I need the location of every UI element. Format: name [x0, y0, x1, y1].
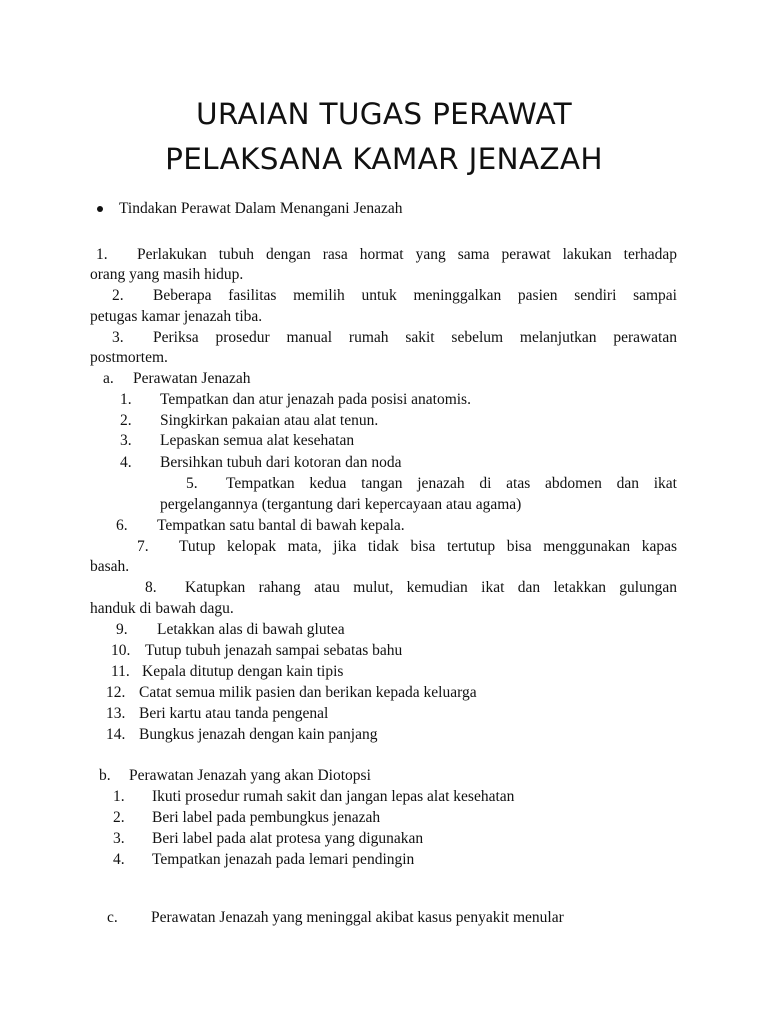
section-a-item-12-number: 12. — [106, 684, 126, 701]
intro-item-3-number: 3. — [112, 329, 124, 346]
section-a-item-8-number: 8. — [145, 579, 157, 596]
section-a-item-9-number: 9. — [116, 621, 128, 638]
intro-item-3-continuation: postmortem. — [90, 349, 168, 366]
section-a-item-6-text: Tempatkan satu bantal di bawah kepala. — [157, 517, 405, 534]
intro-item-1-text: Perlakukan tubuh dengan rasa hormat yang sama perawat lakukan terhadap — [137, 246, 677, 263]
section-b-item-2-text: Beri label pada pembungkus jenazah — [152, 809, 381, 826]
bullet-icon — [97, 206, 103, 212]
section-a-item-4-text: Bersihkan tubuh dari kotoran dan noda — [160, 454, 402, 471]
section-a-item-8-continuation: handuk di bawah dagu. — [90, 600, 234, 617]
section-a-item-3-text: Lepaskan semua alat kesehatan — [160, 432, 355, 449]
section-b-item-1-number: 1. — [113, 788, 125, 805]
section-c-letter: c. — [107, 909, 118, 926]
intro-item-1-number: 1. — [96, 246, 108, 263]
section-a-item-13-number: 13. — [106, 705, 126, 722]
section-a-item-12-text: Catat semua milik pasien dan berikan kepada keluarga — [139, 684, 477, 701]
section-b-item-4-text: Tempatkan jenazah pada lemari pendingin — [152, 851, 415, 868]
section-a-item-7-number: 7. — [137, 538, 149, 555]
section-a-item-5-continuation: pergelangannya (tergantung dari kepercayaan atau agama) — [160, 496, 522, 513]
section-a-item-3-number: 3. — [120, 432, 132, 449]
section-a-item-10-text: Tutup tubuh jenazah sampai sebatas bahu — [145, 642, 403, 659]
section-a-item-11-text: Kepala ditutup dengan kain tipis — [142, 663, 344, 680]
section-a-item-13-text: Beri kartu atau tanda pengenal — [139, 705, 329, 722]
section-a-item-2-number: 2. — [120, 412, 132, 429]
section-a-item-5-number: 5. — [186, 475, 198, 492]
section-a-item-7-text: Tutup kelopak mata, jika tidak bisa tertutup bisa menggunakan kapas — [179, 538, 677, 555]
section-a-heading: Perawatan Jenazah — [133, 370, 251, 387]
section-a-item-4-number: 4. — [120, 454, 132, 471]
section-a-item-1-text: Tempatkan dan atur jenazah pada posisi anatomis. — [160, 391, 471, 408]
section-a-item-11-number: 11. — [111, 663, 130, 680]
intro-item-2-text: Beberapa fasilitas memilih untuk meninggalkan pasien sendiri sampai — [153, 287, 677, 304]
section-b-item-1-text: Ikuti prosedur rumah sakit dan jangan lepas alat kesehatan — [152, 788, 515, 805]
section-a-item-7-continuation: basah. — [90, 558, 130, 575]
section-c-heading: Perawatan Jenazah yang meninggal akibat kasus penyakit menular — [151, 909, 564, 926]
section-b-item-3-number: 3. — [113, 830, 125, 847]
section-a-item-8-text: Katupkan rahang atau mulut, kemudian ikat dan letakkan gulungan — [185, 579, 677, 596]
intro-item-2-continuation: petugas kamar jenazah tiba. — [90, 308, 263, 325]
intro-item-1-continuation: orang yang masih hidup. — [90, 266, 244, 283]
section-b-item-4-number: 4. — [113, 851, 125, 868]
section-a-letter: a. — [103, 370, 114, 387]
title-line-1: URAIAN TUGAS PERAWAT — [196, 97, 572, 131]
section-a-item-10-number: 10. — [111, 642, 131, 659]
section-a-item-6-number: 6. — [116, 517, 128, 534]
section-b-heading: Perawatan Jenazah yang akan Diotopsi — [129, 767, 371, 784]
section-a-item-14-number: 14. — [106, 726, 126, 743]
section-a-item-1-number: 1. — [120, 391, 132, 408]
section-a-item-5-text: Tempatkan kedua tangan jenazah di atas abdomen dan ikat — [226, 475, 677, 492]
intro-item-3-text: Periksa prosedur manual rumah sakit sebelum melanjutkan perawatan — [153, 329, 677, 346]
section-a-item-14-text: Bungkus jenazah dengan kain panjang — [139, 726, 378, 743]
title-line-2: PELAKSANA KAMAR JENAZAH — [165, 142, 603, 176]
document-title — [0, 92, 768, 182]
section-b-letter: b. — [99, 767, 111, 784]
section-b-item-3-text: Beri label pada alat protesa yang digunakan — [152, 830, 424, 847]
section-b-item-2-number: 2. — [113, 809, 125, 826]
bullet-heading: Tindakan Perawat Dalam Menangani Jenazah — [119, 200, 403, 217]
section-a-item-9-text: Letakkan alas di bawah glutea — [157, 621, 345, 638]
section-a-item-2-text: Singkirkan pakaian atau alat tenun. — [160, 412, 379, 429]
intro-item-2-number: 2. — [112, 287, 124, 304]
